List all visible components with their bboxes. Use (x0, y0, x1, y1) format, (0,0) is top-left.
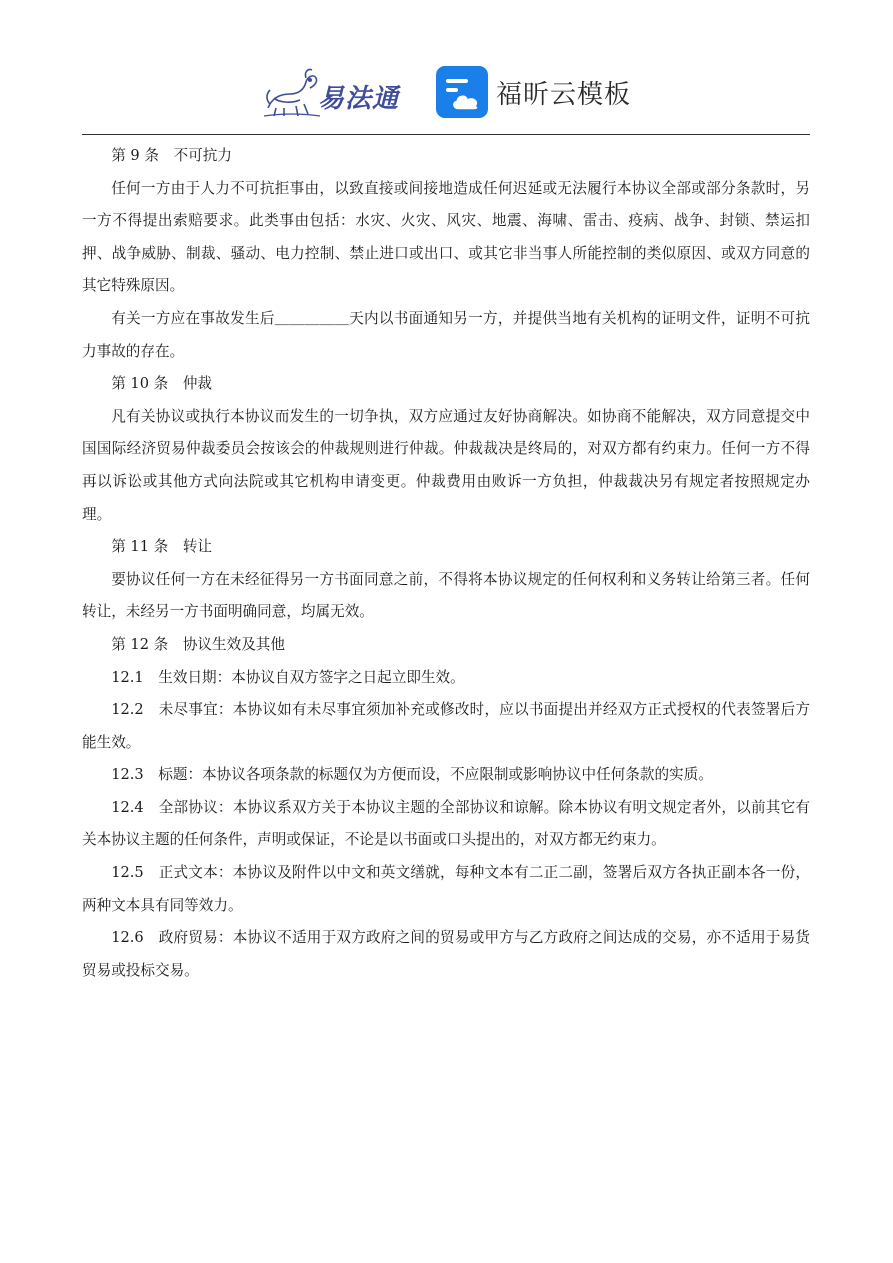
document-body (82, 140, 810, 987)
qilin-emblem-icon (262, 64, 322, 120)
clause-12-2: 12.2 未尽事宜：本协议如有未尽事宜须加补充或修改时，应以书面提出并经双方正式授权的代表签署后方能生效。 (82, 701, 810, 751)
clause-12-5: 12.5 正式文本：本协议及附件以中文和英文缮就，每种文本有二正二副，签署后双方各执正副本各一份，两种文本具有同等效力。 (82, 864, 810, 914)
clause-12-6: 12.6 政府贸易：本协议不适用于双方政府之间的贸易或甲方与乙方政府之间达成的交易，亦不适用于易货贸易或投标交易。 (82, 929, 810, 979)
clause-12-4: 12.4 全部协议：本协议系双方关于本协议主题的全部协议和谅解。除本协议有明文规定者外，以前其它有关本协议主题的任何条件，声明或保证，不论是以书面或口头提出的，对双方都无约束力。 (82, 798, 810, 849)
article-10-heading: 第 10 条 仲裁 (111, 375, 213, 393)
article-9-paragraph-2: 有关一方应在事故发生后＿＿＿＿＿天内以书面通知另一方，并提供当地有关机构的证明文件，证明不可抗力事故的存在。 (82, 309, 810, 360)
logo-right-text: 福昕云模板 (496, 79, 632, 110)
article-10-paragraph: 凡有关协议或执行本协议而发生的一切争执，双方应通过友好协商解决。如协商不能解决，双方同意提交中国国际经济贸易仲裁委员会按该会的仲裁规则进行仲裁。仲裁裁决是终局的，对双方都有约束力。任何一方不得再以诉讼或其他方式向法院或其它机构申请变更。仲裁费用由败诉一方负担，仲裁裁决另有规定者按照规定办理。 (82, 407, 810, 523)
clause-12-1: 12.1 生效日期：本协议自双方签字之日起立即生效。 (111, 668, 465, 686)
article-11-paragraph: 要协议任何一方在未经征得另一方书面同意之前，不得将本协议规定的任何权利和义务转让给第三者。任何转让，未经另一方书面明确同意，均属无效。 (82, 570, 810, 621)
yifatong-logo (262, 64, 412, 120)
article-9-heading: 第 9 条 不可抗力 (111, 147, 232, 164)
page-header (0, 56, 893, 126)
clause-12-3: 12.3 标题：本协议各项条款的标题仅为方便而设，不应限制或影响协议中任何条款的实质。 (111, 766, 713, 784)
article-12-heading: 第 12 条 协议生效及其他 (111, 635, 285, 653)
fuxin-cloud-template-logo (436, 66, 631, 118)
header-divider (82, 134, 810, 135)
cloud-document-icon (436, 66, 488, 118)
article-11-heading: 第 11 条 转让 (111, 538, 213, 556)
logo-left-text: 易法通 (318, 84, 400, 114)
article-9-paragraph-1: 任何一方由于人力不可抗拒事由，以致直接或间接地造成任何迟延或无法履行本协议全部或部分条款时，另一方不得提出索赔要求。此类事由包括：水灾、火灾、风灾、地震、海啸、雷击、疫病、战争、封锁、禁运扣押、战争威胁、制裁、骚动、电力控制、禁止进口或出口、或其它非当事人所能控制的类似原因、或双方同意的其它特殊原因。 (82, 179, 810, 295)
